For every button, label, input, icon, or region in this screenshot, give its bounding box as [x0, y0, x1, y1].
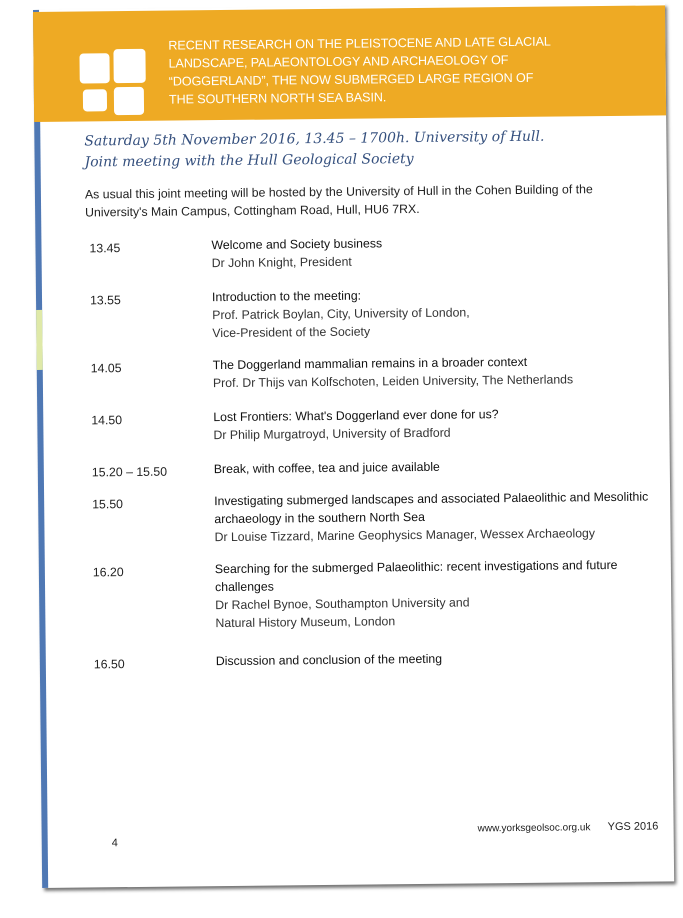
item-speaker: Dr John Knight, President [211, 254, 352, 271]
item-speaker: Vice-President of the Society [212, 324, 371, 341]
item-body [211, 232, 651, 273]
meeting-heading [84, 127, 544, 174]
programme-item [92, 488, 652, 545]
item-title: Searching for the submerged Palaeolithic: recent investigations and future challenges [214, 557, 618, 595]
programme-item [89, 284, 650, 341]
item-speaker: Prof. Dr Thijs van Kolfschoten, Leiden University, The Netherlands [212, 372, 574, 391]
banner [33, 5, 666, 122]
item-title: Discussion and conclusion of the meeting [215, 651, 443, 669]
item-title: Introduction to the meeting: [211, 288, 362, 305]
programme-item [90, 352, 651, 391]
item-speaker: Prof. Patrick Boylan, City, University of London, [212, 305, 470, 323]
item-body [212, 284, 653, 343]
banner-line: THE SOUTHERN NORTH SEA BASIN. [168, 90, 387, 107]
document-page [33, 3, 674, 888]
item-speaker: Dr Rachel Bynoe, Southampton University and [215, 595, 470, 613]
banner-line: “DOGGERLAND”, THE NOW SUBMERGED LARGE REGION OF [168, 70, 534, 89]
banner-line: LANDSCAPE, PALAEONTOLOGY AND ARCHAEOLOGY OF [168, 53, 509, 71]
item-time: 16.50 [93, 657, 125, 672]
item-time: 13.45 [89, 241, 121, 256]
item-body [214, 456, 654, 479]
programme-item [93, 648, 654, 672]
item-speaker: Natural History Museum, London [215, 614, 396, 631]
footer-tag: YGS 2016 [607, 820, 659, 834]
banner-title [168, 32, 639, 109]
programme-item [91, 456, 652, 480]
page-number: 4 [111, 837, 118, 850]
item-time: 15.50 [92, 497, 124, 512]
item-speaker: Dr Philip Murgatroyd, University of Bradford [213, 425, 451, 443]
item-title: Break, with coffee, tea and juice available [213, 459, 440, 477]
item-body [214, 488, 655, 547]
item-title: Lost Frontiers: What's Doggerland ever done for us? [213, 407, 499, 425]
item-title: The Doggerland mammalian remains in a broader context [212, 354, 528, 373]
meeting-subtitle: Joint meeting with the Hull Geological Society [84, 151, 414, 171]
page-edge-strip [33, 10, 48, 888]
item-time: 14.50 [91, 413, 123, 428]
programme-item [89, 232, 649, 271]
item-body [215, 556, 656, 633]
item-body [213, 404, 653, 445]
item-body [213, 352, 653, 393]
society-logo-icon [79, 49, 146, 116]
website-link[interactable]: www.yorksgeolsoc.org.uk [477, 822, 591, 835]
banner-line: RECENT RESEARCH ON THE PLEISTOCENE AND LATE GLACIAL [168, 34, 551, 53]
item-time: 15.20 – 15.50 [91, 464, 168, 480]
meeting-date: Saturday 5th November 2016, 13.45 – 1700h. University of Hull. [84, 128, 545, 150]
programme-item [91, 404, 651, 443]
item-body [216, 648, 656, 671]
item-speaker: Dr Louise Tizzard, Marine Geophysics Manager, Wessex Archaeology [214, 526, 596, 545]
programme-item [92, 556, 653, 631]
item-time: 13.55 [89, 293, 121, 308]
item-time: 16.20 [92, 565, 124, 580]
intro-paragraph: As usual this joint meeting will be hosted by the University of Hull in the Cohen Building of the University's Main Campus, Cottingham Road, Hull, HU6 7RX. [84, 182, 593, 220]
item-title: Investigating submerged landscapes and associated Palaeolithic and Mesolithic archaeology in the southern North Sea [214, 489, 649, 527]
edge-accent [36, 310, 43, 370]
item-title: Welcome and Society business [211, 236, 383, 253]
item-time: 14.05 [90, 361, 122, 376]
